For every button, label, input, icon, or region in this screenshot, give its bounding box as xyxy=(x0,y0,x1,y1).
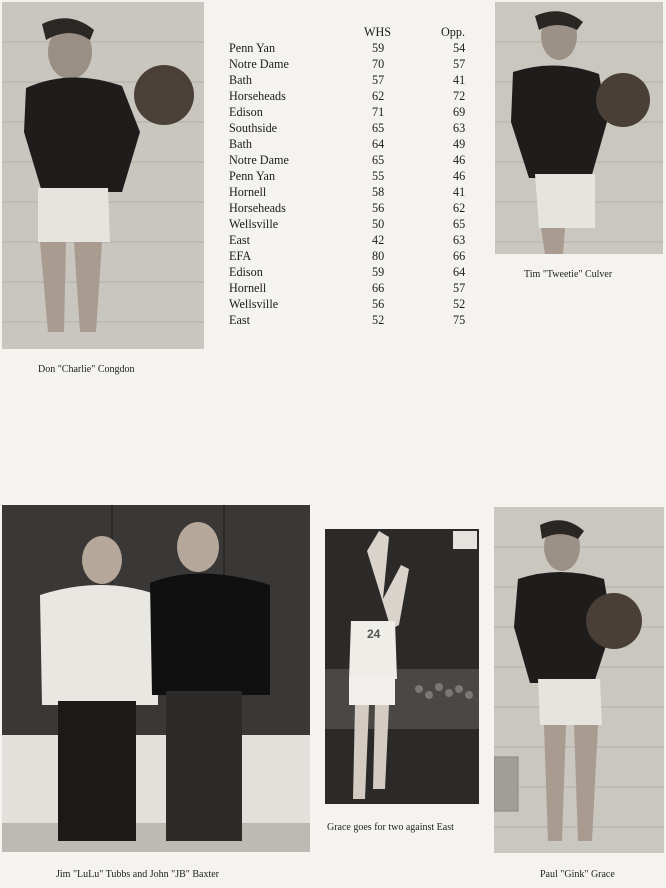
opp-score: 64 xyxy=(453,265,466,279)
whs-score: 64 xyxy=(372,137,385,151)
whs-score: 71 xyxy=(372,105,385,119)
opponent-name: Edison xyxy=(229,105,263,119)
table-row xyxy=(229,41,479,57)
opponent-name: Notre Dame xyxy=(229,57,289,71)
whs-score: 42 xyxy=(372,233,385,247)
whs-score: 66 xyxy=(372,281,385,295)
header-opp: Opp. xyxy=(441,25,466,39)
opp-score: 75 xyxy=(453,313,466,327)
opponent-name: Wellsville xyxy=(229,217,279,231)
table-row xyxy=(229,121,479,137)
opponent-name: EFA xyxy=(229,249,252,263)
table-row xyxy=(229,105,479,121)
opp-score: 57 xyxy=(453,57,466,71)
opponent-name: East xyxy=(229,233,250,247)
opp-score: 69 xyxy=(453,105,466,119)
whs-score: 65 xyxy=(372,153,385,167)
caption-action: Grace goes for two against East xyxy=(327,822,454,833)
opp-score: 41 xyxy=(453,73,466,87)
opp-score: 65 xyxy=(453,217,466,231)
opponent-name: East xyxy=(229,313,250,327)
opponent-name: Edison xyxy=(229,265,263,279)
opponent-name: Bath xyxy=(229,73,253,87)
table-row xyxy=(229,297,479,313)
whs-score: 52 xyxy=(372,313,385,327)
opp-score: 62 xyxy=(453,201,466,215)
table-row xyxy=(229,73,479,89)
table-row xyxy=(229,265,479,281)
photo-action xyxy=(325,529,479,804)
whs-score: 55 xyxy=(372,169,385,183)
opponent-name: Horseheads xyxy=(229,89,286,103)
table-row xyxy=(229,57,479,73)
whs-score: 59 xyxy=(372,41,385,55)
opp-score: 46 xyxy=(453,153,466,167)
opp-score: 54 xyxy=(453,41,466,55)
opponent-name: Horseheads xyxy=(229,201,286,215)
opponent-name: Wellsville xyxy=(229,297,279,311)
whs-score: 57 xyxy=(372,73,385,87)
opp-score: 66 xyxy=(453,249,466,263)
opponent-name: Hornell xyxy=(229,281,267,295)
table-row xyxy=(229,137,479,153)
opponent-name: Penn Yan xyxy=(229,41,276,55)
opp-score: 41 xyxy=(453,185,466,199)
whs-score: 56 xyxy=(372,201,385,215)
opp-score: 63 xyxy=(453,121,466,135)
jersey-number: 24 xyxy=(367,627,381,641)
opp-score: 63 xyxy=(453,233,466,247)
opponent-name: Notre Dame xyxy=(229,153,289,167)
table-row xyxy=(229,281,479,297)
table-row xyxy=(229,217,479,233)
whs-score: 70 xyxy=(372,57,385,71)
table-row xyxy=(229,185,479,201)
photo-congdon xyxy=(2,2,204,349)
opponent-name: Southside xyxy=(229,121,278,135)
photo-culver xyxy=(495,2,663,254)
table-row xyxy=(229,89,479,105)
whs-score: 56 xyxy=(372,297,385,311)
photo-grace xyxy=(494,507,664,853)
opponent-name: Hornell xyxy=(229,185,267,199)
opponent-name: Bath xyxy=(229,137,253,151)
whs-score: 58 xyxy=(372,185,385,199)
table-row xyxy=(229,233,479,249)
header-whs: WHS xyxy=(364,25,392,39)
whs-score: 62 xyxy=(372,89,385,103)
opp-score: 57 xyxy=(453,281,466,295)
whs-score: 50 xyxy=(372,217,385,231)
opp-score: 72 xyxy=(453,89,466,103)
table-row xyxy=(229,169,479,185)
whs-score: 80 xyxy=(372,249,385,263)
table-row xyxy=(229,313,479,329)
caption-tubbs-baxter: Jim "LuLu" Tubbs and John "JB" Baxter xyxy=(56,869,220,880)
whs-score: 59 xyxy=(372,265,385,279)
table-row xyxy=(229,249,479,265)
opp-score: 52 xyxy=(453,297,466,311)
opp-score: 46 xyxy=(453,169,466,183)
table-row xyxy=(229,201,479,217)
caption-grace: Paul "Gink" Grace xyxy=(540,869,615,880)
caption-culver: Tim "Tweetie" Culver xyxy=(524,269,613,280)
photo-tubbs-baxter xyxy=(2,505,310,852)
whs-score: 65 xyxy=(372,121,385,135)
opp-score: 49 xyxy=(453,137,466,151)
caption-congdon: Don "Charlie" Congdon xyxy=(38,364,135,375)
opponent-name: Penn Yan xyxy=(229,169,276,183)
table-row xyxy=(229,153,479,169)
